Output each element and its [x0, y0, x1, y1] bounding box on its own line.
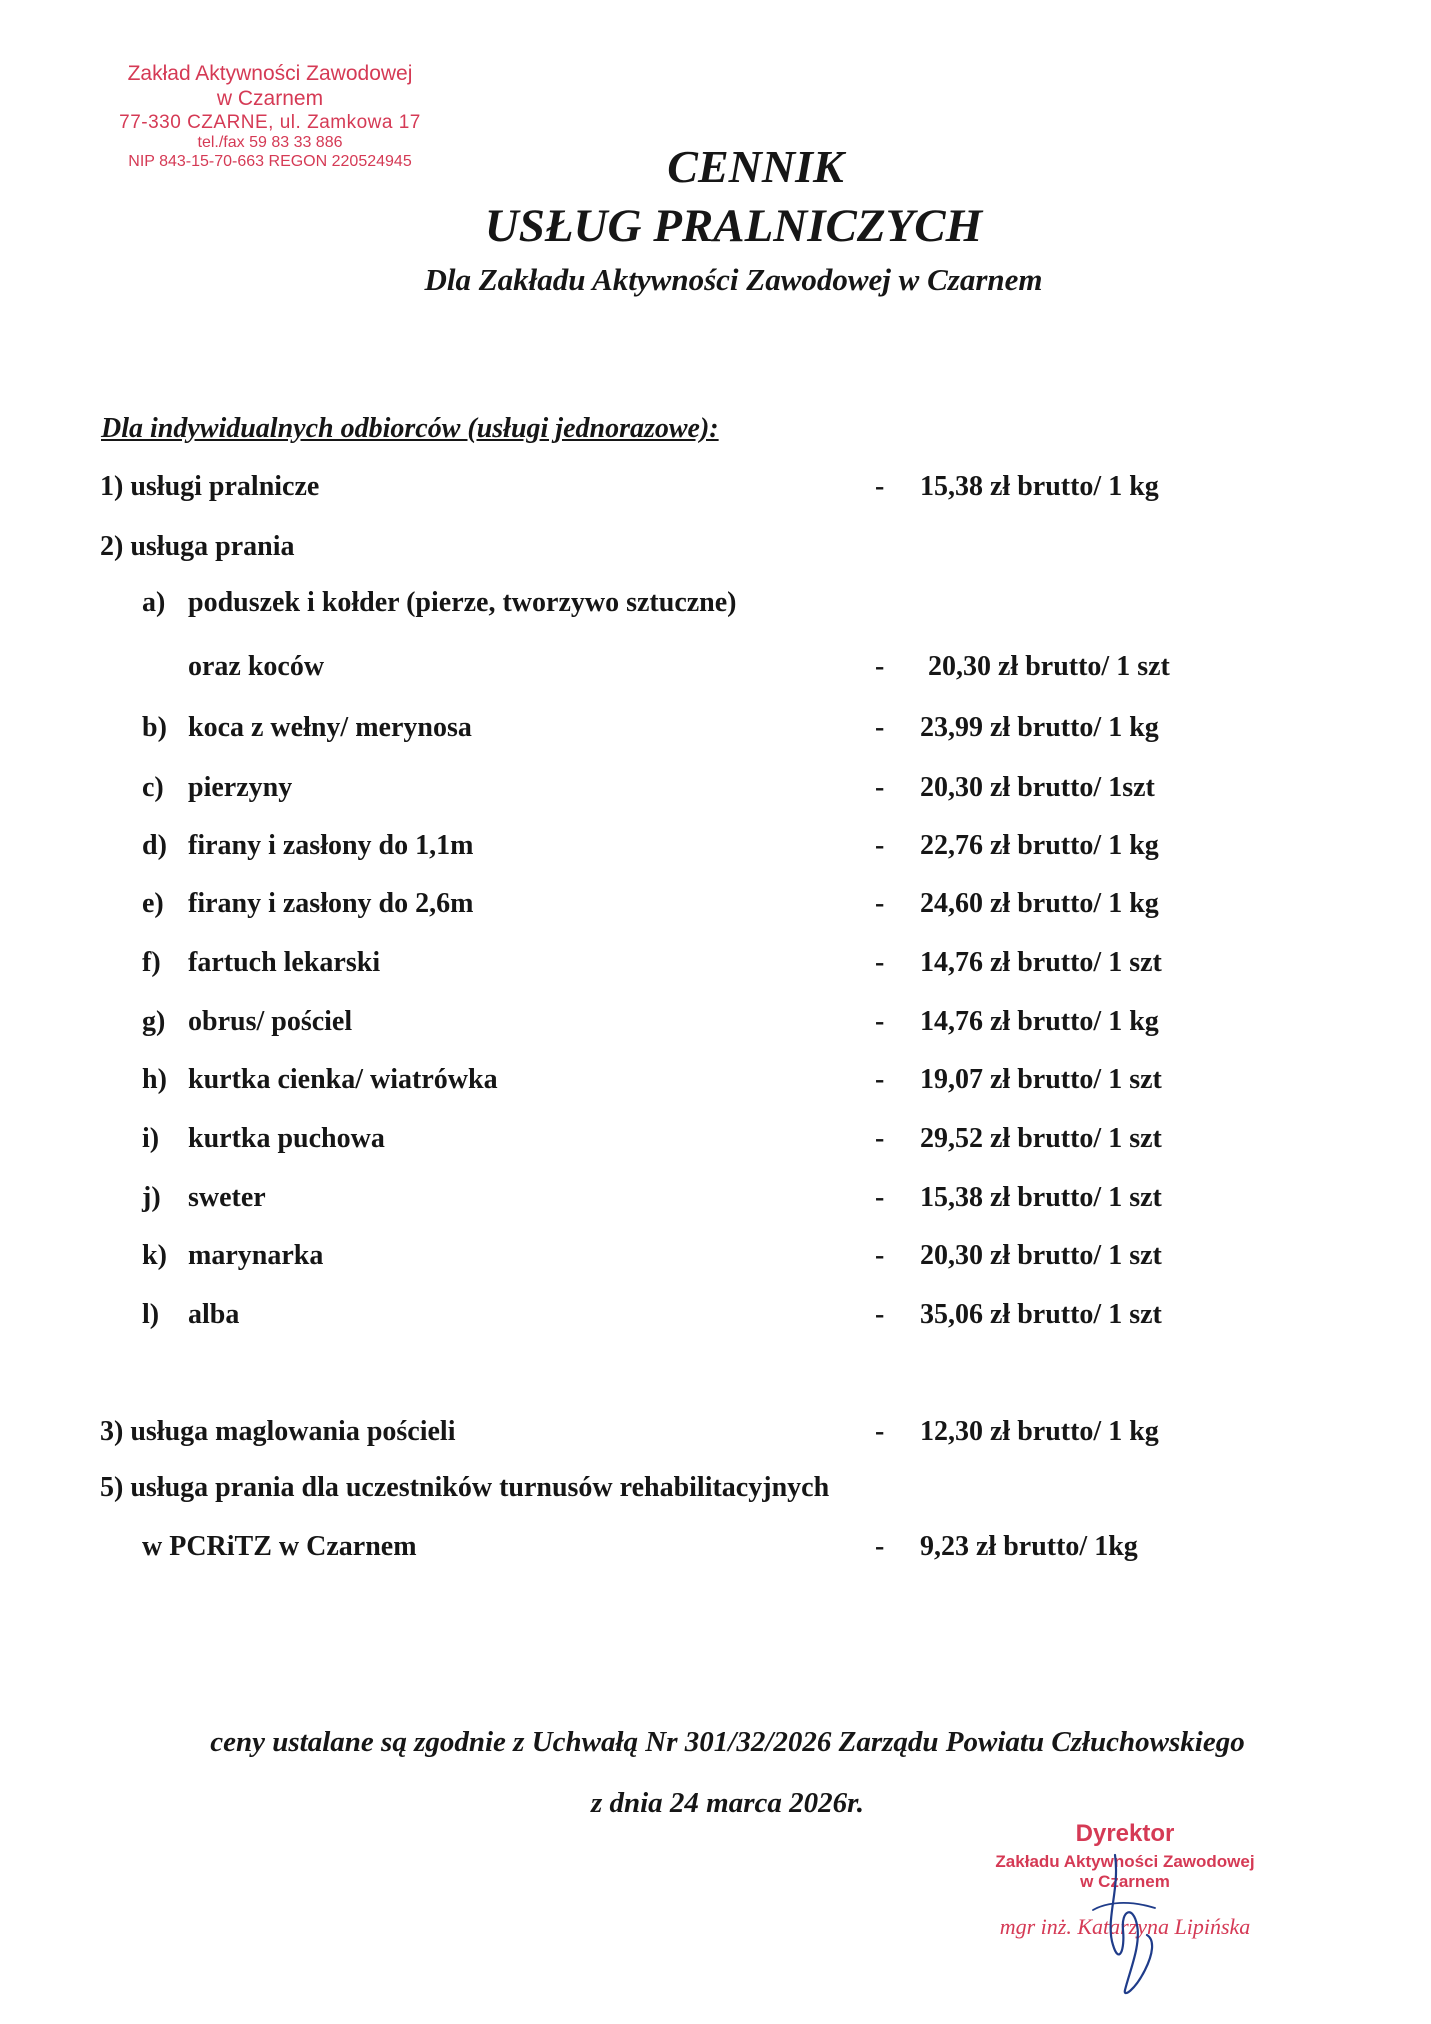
- stamp-phone: tel./fax 59 83 33 886: [197, 133, 343, 151]
- item-price: 14,76 zł brutto/ 1 kg: [920, 1006, 1159, 1037]
- item-dash: -: [875, 830, 885, 861]
- handwritten-signature: [1085, 1850, 1175, 2000]
- price-row: [0, 947, 1431, 987]
- price-row: [0, 888, 1431, 928]
- item-label: poduszek i kołder (pierze, tworzywo sztuczne): [188, 587, 737, 618]
- price-row: [0, 1064, 1431, 1104]
- stamp-ids: NIP 843-15-70-663 REGON 220524945: [128, 152, 412, 170]
- item-letter: l): [142, 1299, 160, 1330]
- item-price: 12,30 zł brutto/ 1 kg: [920, 1416, 1159, 1447]
- item-dash: -: [875, 1299, 885, 1330]
- item-label: firany i zasłony do 2,6m: [188, 888, 474, 919]
- price-row: [0, 587, 1431, 627]
- item-label: marynarka: [188, 1240, 324, 1271]
- price-row: [0, 531, 1431, 571]
- footer-resolution-note: ceny ustalane są zgodnie z Uchwałą Nr 301/32/2026 Zarządu Powiatu Człuchowskiego: [210, 1726, 1245, 1758]
- item-label: 3) usługa maglowania pościeli: [100, 1416, 456, 1447]
- item-price: 23,99 zł brutto/ 1 kg: [920, 712, 1159, 743]
- item-label-continued: w PCRiTZ w Czarnem: [142, 1531, 417, 1562]
- item-dash: -: [875, 947, 885, 978]
- item-letter: b): [142, 712, 167, 743]
- item-price: 14,76 zł brutto/ 1 szt: [920, 947, 1162, 978]
- item-letter: g): [142, 1006, 166, 1037]
- price-row: [0, 712, 1431, 752]
- item-letter: d): [142, 830, 167, 861]
- item-price: 20,30 zł brutto/ 1 szt: [928, 651, 1170, 682]
- item-label: 2) usługa prania: [100, 531, 295, 562]
- item-dash: -: [875, 712, 885, 743]
- item-price: 24,60 zł brutto/ 1 kg: [920, 888, 1159, 919]
- item-dash: -: [875, 1064, 885, 1095]
- price-row: [0, 471, 1431, 511]
- item-label: pierzyny: [188, 772, 293, 803]
- item-label: alba: [188, 1299, 240, 1330]
- director-org: Zakładu Aktywności Zawodowej: [995, 1852, 1255, 1871]
- stamp-company-name: Zakład Aktywności Zawodowej: [127, 62, 413, 85]
- item-label-continued: oraz koców: [188, 651, 325, 682]
- item-label: sweter: [188, 1182, 266, 1213]
- price-row: [0, 1416, 1431, 1456]
- item-price: 20,30 zł brutto/ 1szt: [920, 772, 1155, 803]
- item-dash: -: [875, 1123, 885, 1154]
- item-letter: k): [142, 1240, 167, 1271]
- section-heading: Dla indywidualnych odbiorców (usługi jednorazowe):: [101, 413, 719, 444]
- item-dash: -: [875, 1182, 885, 1213]
- item-label: obrus/ pościel: [188, 1006, 353, 1037]
- item-letter: f): [142, 947, 161, 978]
- item-label: 1) usługi pralnicze: [100, 471, 320, 502]
- document-subtitle: USŁUG PRALNICZYCH: [484, 200, 983, 252]
- document-title: CENNIK: [667, 141, 844, 192]
- director-title: Dyrektor: [1075, 1820, 1175, 1847]
- item-label: kurtka puchowa: [188, 1123, 385, 1154]
- item-price: 15,38 zł brutto/ 1 kg: [920, 471, 1159, 502]
- item-label: kurtka cienka/ wiatrówka: [188, 1064, 498, 1095]
- item-dash: -: [875, 1240, 885, 1271]
- footer-date: z dnia 24 marca 2026r.: [590, 1787, 865, 1819]
- item-price: 20,30 zł brutto/ 1 szt: [920, 1240, 1162, 1271]
- price-row: [0, 1299, 1431, 1339]
- item-label: koca z wełny/ merynosa: [188, 712, 472, 743]
- stamp-city: w Czarnem: [216, 86, 324, 110]
- item-dash: -: [875, 1531, 885, 1562]
- price-row: [0, 651, 1431, 691]
- item-price: 35,06 zł brutto/ 1 szt: [920, 1299, 1162, 1330]
- item-dash: -: [875, 471, 885, 502]
- item-letter: c): [142, 772, 164, 803]
- director-name: mgr inż. Katarzyna Lipińska: [999, 1914, 1251, 1939]
- price-row: [0, 772, 1431, 812]
- item-label: 5) usługa prania dla uczestników turnusów rehabilitacyjnych: [100, 1472, 830, 1503]
- item-price: 9,23 zł brutto/ 1kg: [920, 1531, 1138, 1562]
- item-dash: -: [875, 1006, 885, 1037]
- item-dash: -: [875, 772, 885, 803]
- price-row: [0, 1123, 1431, 1163]
- stamp-address: 77-330 CZARNE, ul. Zamkowa 17: [119, 111, 421, 133]
- item-dash: -: [875, 651, 885, 682]
- item-price: 15,38 zł brutto/ 1 szt: [920, 1182, 1162, 1213]
- item-price: 29,52 zł brutto/ 1 szt: [920, 1123, 1162, 1154]
- item-dash: -: [875, 888, 885, 919]
- item-letter: j): [142, 1182, 161, 1213]
- item-letter: i): [142, 1123, 160, 1154]
- price-row: [0, 1531, 1431, 1571]
- item-label: firany i zasłony do 1,1m: [188, 830, 474, 861]
- price-row: [0, 830, 1431, 870]
- price-row: [0, 1472, 1431, 1512]
- item-dash: -: [875, 1416, 885, 1447]
- item-letter: e): [142, 888, 164, 919]
- price-row: [0, 1182, 1431, 1222]
- item-price: 19,07 zł brutto/ 1 szt: [920, 1064, 1162, 1095]
- price-row: [0, 1006, 1431, 1046]
- item-label: fartuch lekarski: [188, 947, 381, 978]
- item-letter: a): [142, 587, 166, 618]
- item-price: 22,76 zł brutto/ 1 kg: [920, 830, 1159, 861]
- price-row: [0, 1240, 1431, 1280]
- item-letter: h): [142, 1064, 167, 1095]
- document-for-line: Dla Zakładu Aktywności Zawodowej w Czarnem: [424, 262, 1043, 297]
- director-org-city: w Czarnem: [1080, 1872, 1170, 1891]
